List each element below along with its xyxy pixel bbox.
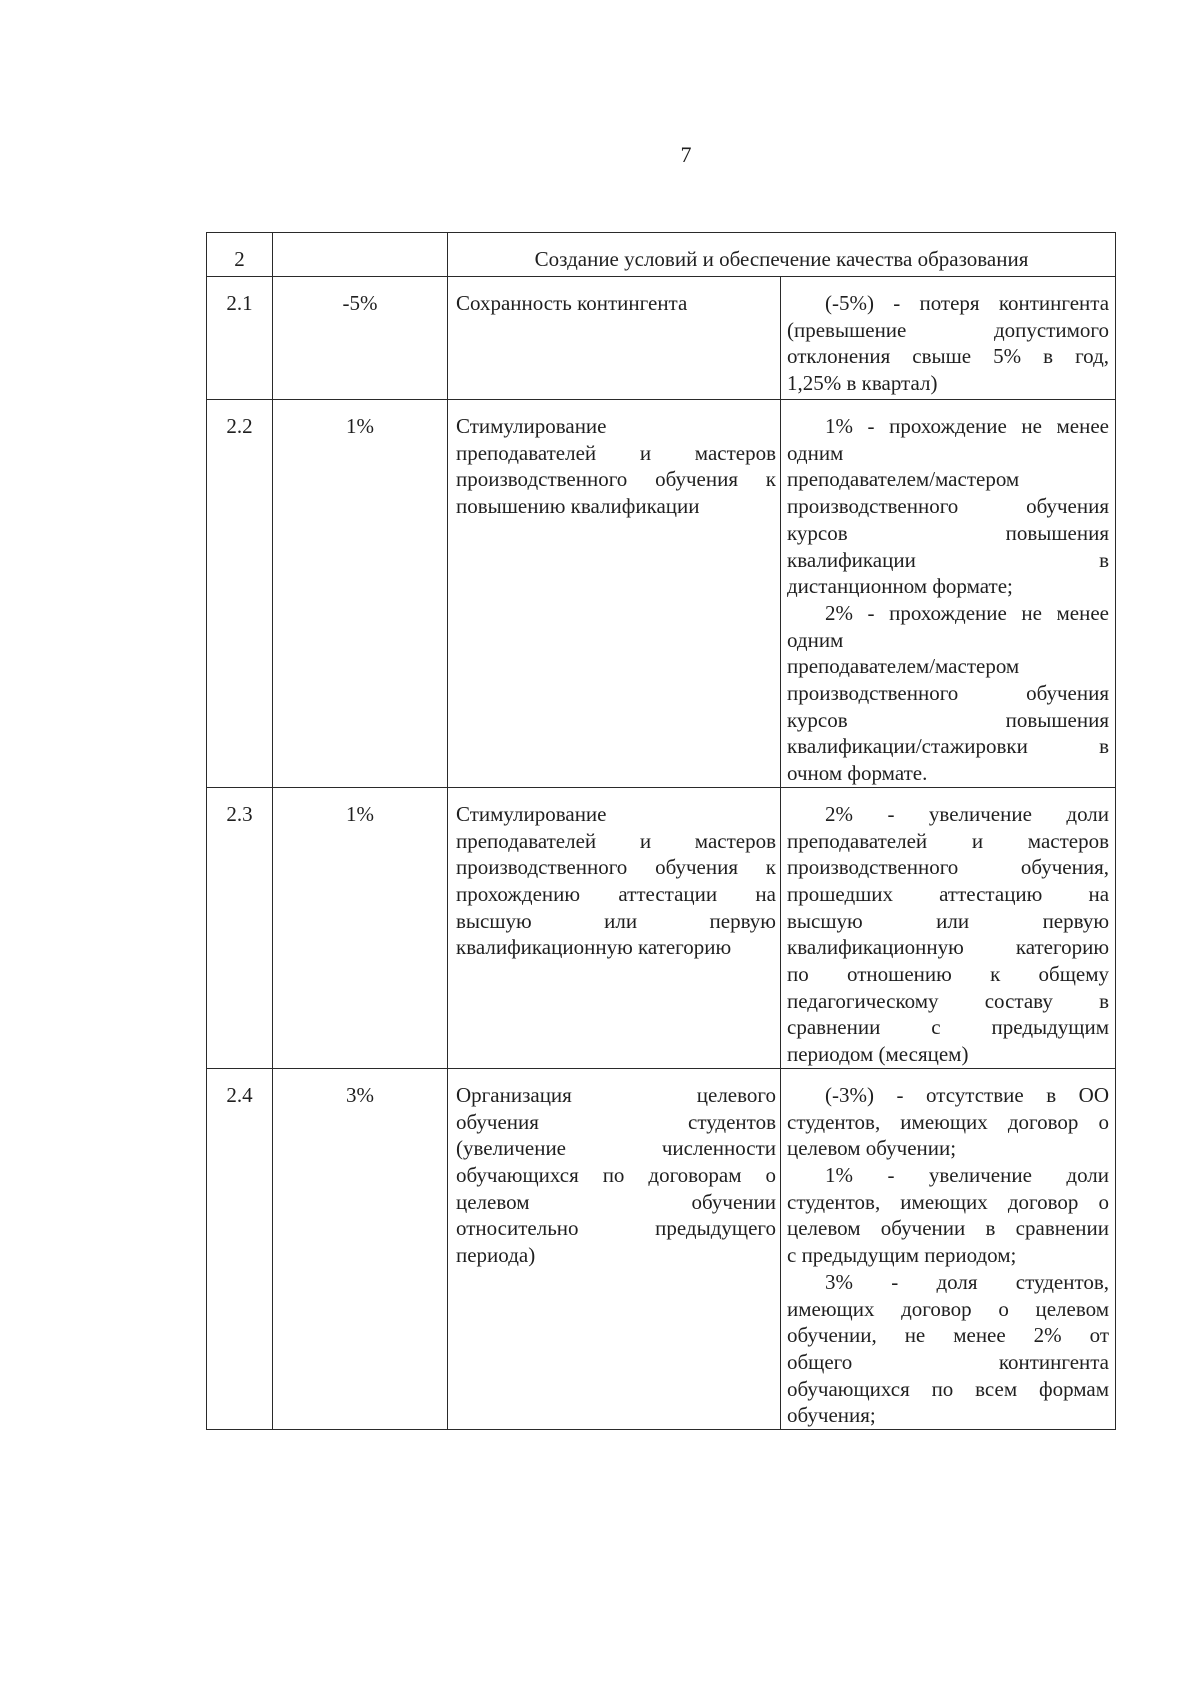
section-header-row	[207, 233, 1116, 277]
criteria-text	[781, 277, 1115, 397]
table-row	[207, 400, 1116, 788]
criteria-line: преподавателей и мастеров	[787, 828, 1110, 853]
criteria-line: отклонения свыше 5% в год,	[787, 344, 1110, 369]
criteria-line: высшую или первую	[787, 908, 1110, 933]
indicator-line: Стимулирование	[456, 414, 607, 438]
criteria-line: производственного обучения,	[787, 855, 1110, 880]
row-value: 3%	[346, 1082, 374, 1107]
row-value: 1%	[346, 801, 374, 826]
indicator-line: Сохранность контингента	[456, 291, 688, 315]
criteria-line: периодом (месяцем)	[787, 1042, 969, 1067]
criteria-line: 1% - прохождение не менее	[825, 414, 1110, 438]
criteria-line: целевом обучении в сравнении	[787, 1216, 1110, 1241]
criteria-line: 1% - увеличение доли	[825, 1162, 1110, 1187]
indicator-line: Организация целевого	[456, 1082, 776, 1107]
indicator-text	[448, 1069, 780, 1269]
row-indicator-cell	[448, 1068, 781, 1429]
indicator-line: периода)	[456, 1243, 536, 1268]
criteria-line: курсов повышения	[787, 707, 1110, 732]
criteria-line: квалификации/стажировки в	[787, 734, 1110, 759]
row-value: -5%	[342, 291, 378, 315]
row-criteria-cell	[781, 400, 1116, 788]
criteria-line: с предыдущим периодом;	[787, 1243, 1017, 1268]
table-row	[207, 787, 1116, 1068]
indicator-line: относительно предыдущего	[456, 1216, 776, 1241]
criteria-line: преподавателем/мастером	[787, 654, 1020, 679]
criteria-line: 3% - доля студентов,	[825, 1269, 1110, 1294]
criteria-line: 2% - увеличение доли	[825, 801, 1110, 826]
section-title: Создание условий и обеспечение качества образования	[534, 247, 1029, 271]
criteria-line: дистанционном формате;	[787, 574, 1013, 599]
criteria-line: очном формате.	[787, 761, 928, 786]
criteria-line: обучающихся по всем формам	[787, 1376, 1110, 1401]
row-indicator-cell	[448, 787, 781, 1068]
indicator-line: высшую или первую	[456, 908, 776, 933]
criteria-line: сравнении с предыдущим	[787, 1015, 1110, 1040]
row-number-cell	[207, 1068, 273, 1429]
section-number: 2	[234, 247, 245, 271]
row-value: 1%	[346, 414, 374, 438]
row-number-cell	[207, 787, 273, 1068]
section-empty-cell	[273, 233, 448, 277]
indicator-line: производственного обучения к	[456, 467, 776, 492]
row-number: 2.3	[226, 801, 253, 826]
row-criteria-cell	[781, 277, 1116, 400]
criteria-line: общего контингента	[787, 1349, 1110, 1374]
indicator-line: прохождению аттестации на	[456, 881, 776, 906]
criteria-line: прошедших аттестацию на	[787, 881, 1110, 906]
criteria-line: целевом обучении;	[787, 1136, 957, 1161]
row-value-cell	[273, 787, 448, 1068]
indicator-line: обучения студентов	[456, 1109, 776, 1134]
indicator-text	[448, 788, 780, 961]
criteria-line: квалификации в	[787, 547, 1110, 572]
criteria-line: производственного обучения	[787, 681, 1110, 706]
row-indicator-cell	[448, 400, 781, 788]
indicator-line: производственного обучения к	[456, 855, 776, 880]
indicator-text	[448, 400, 780, 520]
criteria-line: (-5%) - потеря контингента	[825, 291, 1110, 315]
table-row	[207, 277, 1116, 400]
criteria-line: курсов повышения	[787, 520, 1110, 545]
criteria-line: преподавателем/мастером	[787, 467, 1020, 492]
criteria-line: обучении, не менее 2% от	[787, 1323, 1110, 1348]
criteria-line: студентов, имеющих договор о	[787, 1109, 1110, 1134]
row-number-cell	[207, 277, 273, 400]
criteria-line: квалификационную категорию	[787, 935, 1110, 960]
section-title-cell	[448, 233, 1116, 277]
criteria-line: 1,25% в квартал)	[787, 371, 938, 396]
indicator-line: квалификационную категорию	[456, 935, 732, 960]
indicator-line: преподавателей и мастеров	[456, 828, 776, 853]
indicator-line: Стимулирование	[456, 801, 607, 826]
indicator-line: обучающихся по договорам о	[456, 1162, 776, 1187]
criteria-line: по отношению к общему	[787, 962, 1110, 987]
criteria-line: обучения;	[787, 1403, 876, 1428]
criteria-line: 2% - прохождение не менее	[825, 600, 1110, 625]
indicator-text	[448, 277, 780, 317]
criteria-text	[781, 1069, 1115, 1429]
criteria-table	[206, 232, 1116, 1430]
row-number: 2.1	[226, 291, 253, 315]
row-number: 2.2	[226, 414, 253, 438]
section-number-cell	[207, 233, 273, 277]
indicator-line: повышению квалификации	[456, 494, 700, 519]
criteria-text	[781, 400, 1115, 787]
criteria-line: педагогическому составу в	[787, 988, 1110, 1013]
indicator-line: преподавателей и мастеров	[456, 440, 776, 465]
table-row	[207, 1068, 1116, 1429]
criteria-line: одним	[787, 627, 844, 652]
criteria-line: имеющих договор о целевом	[787, 1296, 1110, 1321]
criteria-line: студентов, имеющих договор о	[787, 1189, 1110, 1214]
criteria-text	[781, 788, 1115, 1068]
indicator-line: целевом обучении	[456, 1189, 776, 1214]
criteria-line: одним	[787, 440, 844, 465]
row-value-cell	[273, 277, 448, 400]
page-number: 7	[680, 142, 692, 167]
criteria-line: (превышение допустимого	[787, 317, 1110, 342]
criteria-line: производственного обучения	[787, 494, 1110, 519]
row-indicator-cell	[448, 277, 781, 400]
row-value-cell	[273, 400, 448, 788]
indicator-line: (увеличение численности	[456, 1136, 776, 1161]
row-number: 2.4	[226, 1082, 253, 1107]
row-value-cell	[273, 1068, 448, 1429]
row-number-cell	[207, 400, 273, 788]
row-criteria-cell	[781, 1068, 1116, 1429]
criteria-line: (-3%) - отсутствие в ОО	[825, 1082, 1110, 1107]
row-criteria-cell	[781, 787, 1116, 1068]
